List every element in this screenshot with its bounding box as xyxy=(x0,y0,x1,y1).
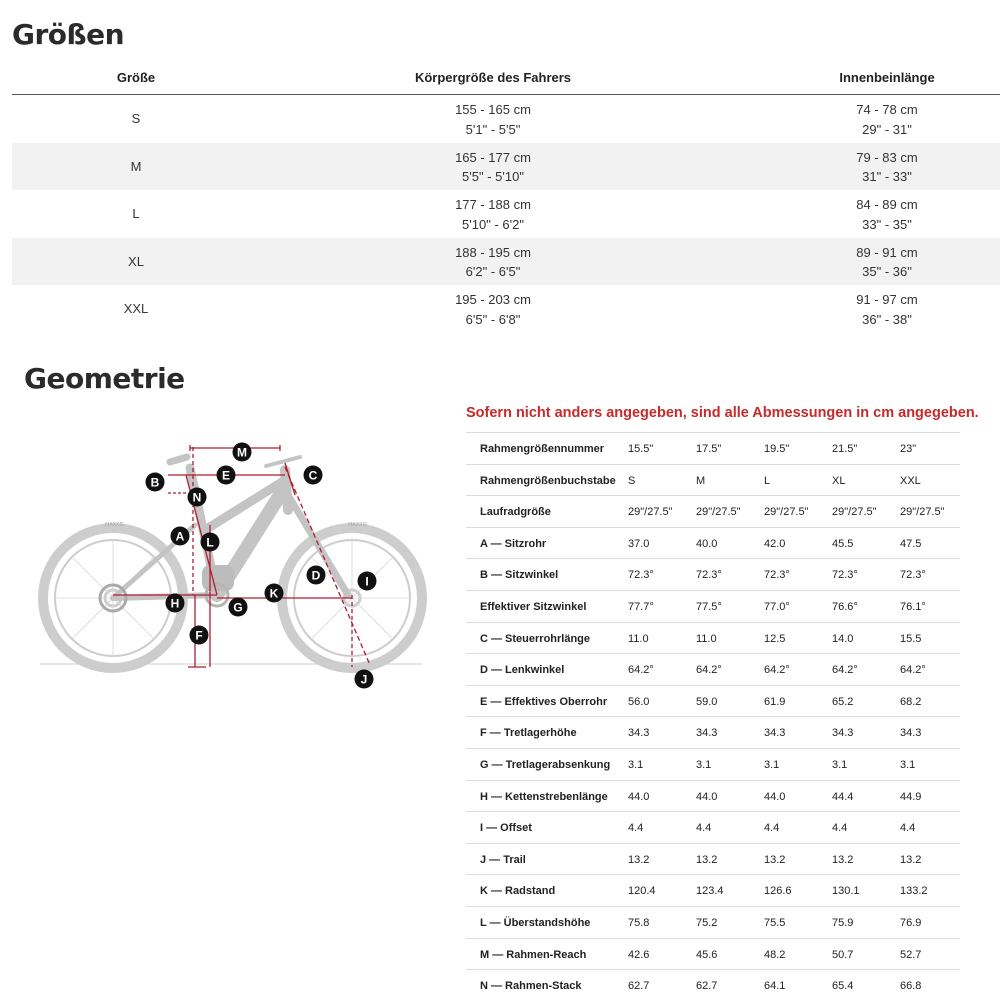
sizes-table xyxy=(12,62,1000,333)
geometry-value: 56.0 xyxy=(628,695,650,708)
geometry-row-label: A — Sitzrohr xyxy=(480,537,547,550)
geometry-row-label: L — Überstandshöhe xyxy=(480,916,591,929)
geometry-value: 13.2 xyxy=(764,853,786,866)
geometry-value: 75.2 xyxy=(696,916,718,929)
header-inseam: Innenbeinlänge xyxy=(839,70,935,85)
marker-D xyxy=(307,566,326,585)
geometry-value: 11.0 xyxy=(696,632,717,645)
geometry-value: 34.3 xyxy=(628,727,650,740)
marker-C xyxy=(304,466,323,485)
sizes-table-header xyxy=(12,62,1000,95)
rider-height-cm: 195 - 203 cm xyxy=(455,292,531,307)
geometry-value: 44.4 xyxy=(832,790,854,803)
geometry-value: 72.3° xyxy=(764,569,790,582)
geometry-row xyxy=(466,622,960,654)
geometry-value: 64.2° xyxy=(696,664,722,677)
geometry-value: 130.1 xyxy=(832,885,860,898)
header-rider-height: Körpergröße des Fahrers xyxy=(414,70,572,85)
geometry-value: S xyxy=(628,474,636,487)
rider-height-cell xyxy=(455,148,531,187)
geometry-value: 48.2 xyxy=(764,948,786,961)
geometry-value: 4.4 xyxy=(696,822,712,835)
geometry-row-label: E — Effektives Oberrohr xyxy=(480,695,608,708)
svg-text:I: I xyxy=(365,574,369,589)
svg-text:C: C xyxy=(308,468,318,483)
size-row xyxy=(12,143,1000,191)
geometry-value: 126.6 xyxy=(764,885,792,898)
geometry-row xyxy=(466,843,960,875)
geometry-row-label: G — Tretlagerabsenkung xyxy=(480,758,611,771)
geometry-value: 21.5" xyxy=(832,443,858,455)
geometry-value: L xyxy=(764,474,771,487)
geometry-value: 64.2° xyxy=(628,664,654,677)
geometry-value: 120.4 xyxy=(628,885,656,898)
geometry-value: 64.2° xyxy=(764,664,790,677)
geometry-value: 29"/27.5" xyxy=(900,506,945,519)
geometry-value: 64.2° xyxy=(900,664,926,677)
rider-height-cell xyxy=(455,243,531,282)
tire-brand-rear: MAXXIS xyxy=(105,522,125,528)
geometry-row xyxy=(466,653,960,685)
geometry-value: 34.3 xyxy=(900,727,922,740)
geometry-row-label: Rahmengrößennummer xyxy=(480,443,605,455)
geometry-value: 77.7° xyxy=(628,600,654,613)
size-cell: XL xyxy=(128,253,144,269)
geometry-value: 12.5 xyxy=(764,632,786,645)
geometry-value: 4.4 xyxy=(832,822,848,835)
geometry-value: 29"/27.5" xyxy=(764,506,809,519)
marker-G xyxy=(229,598,248,617)
rider-height-cm: 177 - 188 cm xyxy=(455,197,531,212)
geometry-value: 34.3 xyxy=(696,727,718,740)
units-note: Sofern nicht anders angegeben, sind alle Abmessungen in cm angegeben. xyxy=(466,405,979,421)
geometry-value: 68.2 xyxy=(900,695,922,708)
geometry-value: 72.3° xyxy=(628,569,654,582)
geometry-value: 75.5 xyxy=(764,916,786,929)
svg-text:A: A xyxy=(175,529,185,544)
geometry-value: 72.3° xyxy=(832,569,858,582)
geometry-value: 17.5" xyxy=(696,443,722,455)
svg-text:J: J xyxy=(360,672,368,687)
geometry-value: 44.9 xyxy=(900,790,922,803)
geometry-value: 3.1 xyxy=(900,758,916,771)
size-cell: L xyxy=(132,206,140,221)
geometry-value: 133.2 xyxy=(900,885,928,898)
inseam-cell xyxy=(856,243,917,282)
geometry-value: 23" xyxy=(900,443,917,455)
rider-height-cm: 165 - 177 cm xyxy=(455,149,531,165)
geometry-value: 19.5" xyxy=(764,443,790,455)
marker-H xyxy=(166,594,185,613)
geometry-row xyxy=(466,495,960,527)
geometry-row xyxy=(466,748,960,780)
geometry-row-label: M — Rahmen-Reach xyxy=(480,948,587,961)
geometry-value: 3.1 xyxy=(696,758,712,771)
geometry-value: 75.9 xyxy=(832,916,854,929)
size-row xyxy=(12,190,1000,238)
geometry-row-label: Laufradgröße xyxy=(480,506,551,519)
geometry-value: 4.4 xyxy=(764,822,780,835)
geometry-row-label: F — Tretlagerhöhe xyxy=(480,727,577,740)
geometry-value: 44.0 xyxy=(696,790,718,803)
motor-housing xyxy=(202,565,234,591)
geometry-value: 123.4 xyxy=(696,885,724,898)
geometry-row-label: C — Steuerrohrlänge xyxy=(480,632,591,645)
inseam-cell xyxy=(856,195,917,234)
geometry-table xyxy=(466,432,960,1001)
rider-height-in: 6'5" - 6'8" xyxy=(465,311,521,327)
geometry-value: 4.4 xyxy=(628,822,644,835)
geometry-row-label: K — Radstand xyxy=(480,885,556,898)
rider-height-cm: 155 - 165 cm xyxy=(455,102,531,117)
svg-text:F: F xyxy=(195,628,203,643)
geometry-row xyxy=(466,590,960,622)
geometry-row-label: I — Offset xyxy=(480,822,532,835)
size-row xyxy=(12,285,1000,333)
rider-height-in: 5'10" - 6'2" xyxy=(462,216,524,232)
geometry-row-label: H — Kettenstrebenlänge xyxy=(480,790,608,803)
geometry-value: 3.1 xyxy=(764,758,780,771)
inseam-cell xyxy=(856,100,917,139)
geometry-value: 42.6 xyxy=(628,948,650,961)
geometry-value: 64.2° xyxy=(832,664,858,677)
geometry-row-label: Effektiver Sitzwinkel xyxy=(480,600,587,613)
svg-text:M: M xyxy=(237,445,247,460)
geometry-value: 34.3 xyxy=(764,727,786,740)
geometry-value: 76.9 xyxy=(900,916,922,929)
geometry-value: 15.5" xyxy=(628,443,654,455)
marker-A xyxy=(171,527,190,546)
size-row xyxy=(12,95,1000,143)
geometry-row-label: D — Lenkwinkel xyxy=(480,664,565,677)
geometry-row xyxy=(466,780,960,812)
marker-F xyxy=(190,626,209,645)
marker-B xyxy=(146,473,165,492)
marker-I xyxy=(358,572,377,591)
size-cell: M xyxy=(130,158,142,174)
marker-M xyxy=(233,443,252,462)
geometry-row-label: B — Sitzwinkel xyxy=(480,569,559,582)
geometry-value: 13.2 xyxy=(900,853,922,866)
geometry-value: 40.0 xyxy=(696,537,718,550)
svg-text:G: G xyxy=(233,600,243,615)
geometry-value: 15.5 xyxy=(900,632,922,645)
geometry-value: 29"/27.5" xyxy=(832,506,877,519)
inseam-cm: 89 - 91 cm xyxy=(856,244,918,260)
geometry-value: 45.6 xyxy=(696,948,718,961)
rider-height-in: 5'1" - 5'5" xyxy=(465,121,521,137)
rider-height-in: 5'5" - 5'10" xyxy=(462,169,524,184)
svg-text:E: E xyxy=(221,468,231,483)
geometry-value: 37.0 xyxy=(628,537,650,550)
geometry-value: 29"/27.5" xyxy=(696,506,741,519)
geometry-row xyxy=(466,716,960,748)
geometry-value: 13.2 xyxy=(628,853,650,866)
geometry-value: 3.1 xyxy=(832,758,848,771)
header-size: Größe xyxy=(116,70,156,85)
bike-geometry-diagram xyxy=(30,435,440,695)
geometry-row-label: J — Trail xyxy=(480,853,526,866)
geometry-value: 62.7 xyxy=(628,980,650,993)
geometry-value: 65.2 xyxy=(832,695,854,708)
rider-height-cell xyxy=(455,100,531,139)
marker-N xyxy=(188,488,207,507)
marker-K xyxy=(265,584,284,603)
svg-text:D: D xyxy=(311,568,321,583)
svg-text:N: N xyxy=(192,490,202,505)
geometry-value: 44.0 xyxy=(764,790,786,803)
geometry-value: 34.3 xyxy=(832,727,854,740)
geometry-value: 45.5 xyxy=(832,537,854,550)
geometry-value: 77.0° xyxy=(764,600,790,613)
geometry-value: XL xyxy=(832,474,846,487)
svg-text:H: H xyxy=(170,596,180,611)
marker-J xyxy=(355,670,374,689)
inseam-in: 29" - 31" xyxy=(862,121,912,137)
inseam-cell xyxy=(856,148,917,187)
sizes-title: Größen xyxy=(12,18,125,51)
geometry-value: 50.7 xyxy=(832,948,854,961)
geometry-value: 3.1 xyxy=(628,758,644,771)
geometry-value: 76.6° xyxy=(832,600,858,613)
geometry-title: Geometrie xyxy=(24,362,185,395)
geometry-value: 4.4 xyxy=(900,822,916,835)
geometry-row xyxy=(466,558,960,590)
geometry-value: 66.8 xyxy=(900,980,922,993)
inseam-in: 36" - 38" xyxy=(862,311,912,327)
geometry-value: 59.0 xyxy=(696,695,718,708)
inseam-cm: 74 - 78 cm xyxy=(856,102,918,117)
marker-L xyxy=(201,533,220,552)
geometry-value: 14.0 xyxy=(832,632,854,645)
geometry-value: 44.0 xyxy=(628,790,650,803)
geometry-row xyxy=(466,874,960,906)
geometry-row xyxy=(466,464,960,496)
geometry-row xyxy=(466,906,960,938)
geometry-value: 29"/27.5" xyxy=(628,506,673,519)
geometry-value: 76.1° xyxy=(900,600,926,613)
geometry-value: M xyxy=(696,474,706,487)
inseam-in: 31" - 33" xyxy=(862,169,912,184)
geometry-value: 75.8 xyxy=(628,916,650,929)
geometry-value: 47.5 xyxy=(900,537,922,550)
inseam-in: 35" - 36" xyxy=(862,264,912,279)
geometry-value: 62.7 xyxy=(696,980,718,993)
svg-text:K: K xyxy=(269,586,279,601)
geometry-value: XXL xyxy=(900,474,921,487)
inseam-in: 33" - 35" xyxy=(862,216,912,232)
geometry-value: 11.0 xyxy=(628,632,649,645)
geometry-value: 52.7 xyxy=(900,948,922,961)
inseam-cm: 79 - 83 cm xyxy=(856,149,918,165)
geometry-value: 72.3° xyxy=(900,569,926,582)
geometry-row-label: Rahmengrößenbuchstabe xyxy=(480,474,616,487)
rider-height-cell xyxy=(455,195,531,234)
geometry-row-label: N — Rahmen-Stack xyxy=(480,980,582,993)
geometry-value: 13.2 xyxy=(832,853,854,866)
geometry-value: 42.0 xyxy=(764,537,786,550)
geometry-row xyxy=(466,969,960,1001)
geometry-row xyxy=(466,527,960,559)
tire-brand-front: MAXXIS xyxy=(348,522,368,528)
rider-height-cm: 188 - 195 cm xyxy=(455,244,531,260)
geometry-row xyxy=(466,938,960,970)
marker-E xyxy=(217,466,236,485)
geometry-value: 72.3° xyxy=(696,569,722,582)
geometry-value: 13.2 xyxy=(696,853,718,866)
geometry-row xyxy=(466,685,960,717)
geometry-value: 61.9 xyxy=(764,695,786,708)
svg-text:L: L xyxy=(206,535,214,550)
size-cell: XXL xyxy=(123,301,149,316)
geometry-value: 65.4 xyxy=(832,980,854,993)
rider-height-cell xyxy=(455,290,531,329)
inseam-cm: 84 - 89 cm xyxy=(856,197,918,212)
inseam-cm: 91 - 97 cm xyxy=(856,292,918,307)
size-row xyxy=(12,238,1000,286)
geometry-row xyxy=(466,811,960,843)
inseam-cell xyxy=(856,290,917,329)
rider-height-in: 6'2" - 6'5" xyxy=(465,264,521,279)
size-cell: S xyxy=(131,111,141,126)
geometry-value: 77.5° xyxy=(696,600,722,613)
geometry-value: 64.1 xyxy=(764,980,786,993)
svg-text:B: B xyxy=(150,475,160,490)
geometry-row xyxy=(466,432,960,464)
